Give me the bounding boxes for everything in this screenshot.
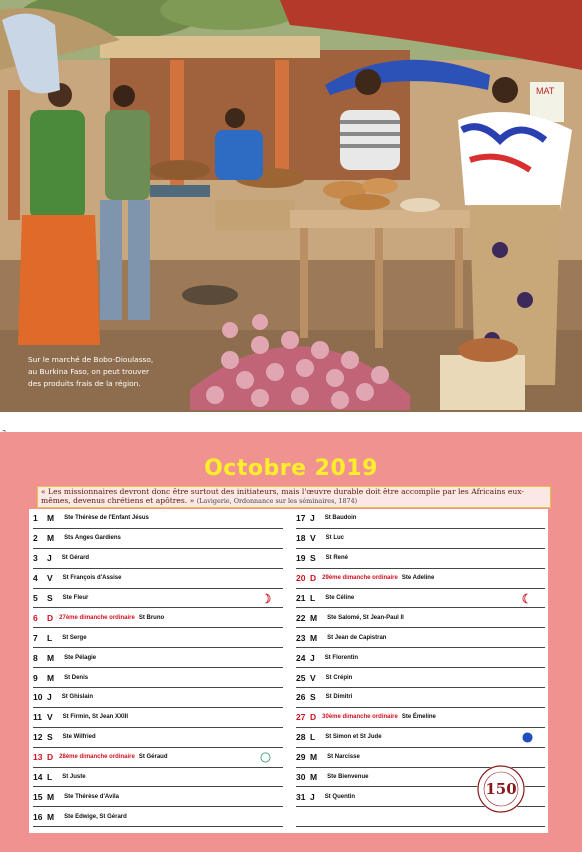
weekday-letter: M (47, 533, 55, 544)
sunday-label: 28ème dimanche ordinaire (59, 754, 135, 761)
weekday-letter: D (310, 573, 317, 584)
saint-name: Ste Bienvenue (327, 774, 369, 781)
calendar-day-row (296, 628, 545, 648)
calendar-day-row (296, 668, 545, 688)
saint-name: St Ghislain (61, 694, 94, 701)
saint-name: Ste Adeline (401, 575, 435, 582)
weekday-letter: L (47, 632, 53, 643)
calendar-column-left (33, 509, 283, 827)
calendar-day-row (296, 608, 545, 628)
day-number: 26 (296, 692, 306, 703)
calendar-day-row (33, 509, 283, 529)
saint-name: St Florentin (324, 654, 359, 661)
calendar-day-row (33, 688, 283, 708)
day-number: 18 (296, 533, 306, 544)
day-number: 28 (296, 732, 306, 743)
day-number: 27 (296, 712, 306, 723)
weekday-letter: S (47, 593, 53, 603)
day-number: 9 (33, 672, 38, 683)
saint-name: Sts Anges Gardiens (64, 535, 121, 542)
calendar-day-row (296, 569, 545, 589)
saint-name: Ste Thérèse d'Avila (64, 793, 119, 800)
calendar-day-row (33, 728, 283, 748)
calendar-grid (29, 509, 548, 833)
weekday-letter: M (310, 632, 318, 643)
market-photo (0, 0, 582, 412)
first-quarter-moon-icon (260, 593, 271, 604)
day-number: 15 (33, 791, 43, 802)
weekday-letter: S (310, 553, 316, 564)
calendar-day-row (33, 608, 283, 628)
day-number: 6 (33, 612, 38, 623)
day-number: 23 (296, 632, 306, 643)
quote-source: (Lavigerie, Ordonnance sur les séminaires, 1874) (196, 496, 358, 505)
sunday-label: 29ème dimanche ordinaire (322, 575, 398, 582)
page-gap (0, 412, 582, 432)
saint-name: St Gérard (61, 555, 90, 562)
quote-text: « Les missionnaires devront donc être surtout des initiateurs, mais l'œuvre durable doit être accomplie par les Africains eux-mêmes, devenus chrétiens et apôtres. » (41, 487, 524, 505)
calendar-day-row (33, 648, 283, 668)
day-number: 21 (296, 593, 306, 603)
calendar-day-row (33, 628, 283, 648)
day-number: 12 (33, 732, 43, 743)
last-quarter-moon-icon (522, 593, 533, 604)
saint-name: Ste Émeline (401, 714, 436, 721)
photo-caption-line-1: Sur le marché de Bobo-Dioulasso, (28, 355, 154, 364)
day-number: 2 (33, 533, 38, 544)
saint-name: St François d'Assise (62, 575, 122, 582)
day-number: 24 (296, 652, 306, 663)
calendar-day-row (296, 509, 545, 529)
day-number: 17 (296, 513, 306, 524)
saint-name: St Quentin (324, 793, 356, 800)
anniversary-seal-icon (475, 763, 527, 815)
day-number: 5 (33, 593, 38, 603)
day-number: 8 (33, 652, 38, 663)
calendar-day-row (296, 728, 545, 748)
saint-name: St René (325, 555, 349, 562)
calendar-day-row (33, 748, 283, 768)
saint-name: St Crépin (325, 674, 353, 681)
saint-name: Ste Pélagie (64, 654, 97, 661)
photo-caption-line-3: des produits frais de la région. (28, 379, 141, 388)
calendar-day-row (296, 648, 545, 668)
weekday-letter: M (47, 811, 55, 822)
saint-name: St Simon et St Jude (325, 734, 382, 741)
day-number: 25 (296, 672, 306, 683)
saint-name: St Jean de Capistran (327, 634, 387, 641)
weekday-letter: V (310, 533, 316, 544)
weekday-letter: J (47, 553, 52, 564)
weekday-letter: J (310, 791, 315, 802)
sunday-label: 30ème dimanche ordinaire (322, 714, 398, 721)
saint-name: Ste Thérèse de l'Enfant Jésus (64, 515, 149, 522)
calendar-day-row (33, 708, 283, 728)
calendar-day-row (33, 668, 283, 688)
day-number: 14 (33, 772, 43, 783)
weekday-letter: D (310, 712, 317, 723)
new-moon-icon (522, 732, 533, 743)
saint-name: Ste Salomé, St Jean-Paul II (327, 614, 404, 621)
calendar-day-row (33, 807, 283, 827)
weekday-letter: S (310, 692, 316, 703)
saint-name: Ste Céline (325, 595, 355, 601)
saint-name: St Firmin, St Jean XXIII (62, 714, 129, 721)
saint-name: St Bruno (138, 614, 165, 621)
weekday-letter: M (310, 772, 318, 783)
day-number: 30 (296, 772, 306, 783)
saint-name: St Serge (62, 634, 87, 641)
quote-box (37, 486, 551, 508)
day-number: 7 (33, 632, 38, 643)
calendar-day-row (296, 708, 545, 728)
calendar-day-row (33, 589, 283, 609)
weekday-letter: L (310, 732, 316, 743)
day-number: 19 (296, 553, 306, 564)
saint-name: Ste Wilfried (62, 734, 96, 741)
day-number: 10 (33, 692, 43, 703)
calendar-day-row (33, 768, 283, 788)
sign-text: MAT (536, 86, 555, 96)
full-moon-icon (260, 752, 271, 763)
weekday-letter: M (310, 612, 318, 623)
saint-name: St Baudoin (324, 515, 357, 522)
calendar-day-row (296, 549, 545, 569)
day-number: 1 (33, 513, 38, 524)
seal-number: 150 (485, 780, 517, 798)
calendar-day-row (33, 549, 283, 569)
weekday-letter: J (310, 652, 315, 663)
weekday-letter: J (310, 513, 315, 524)
weekday-letter: S (47, 732, 53, 743)
calendar-day-row (33, 529, 283, 549)
calendar-day-row (296, 688, 545, 708)
calendar-day-row (296, 589, 545, 609)
saint-name: St Luc (325, 535, 345, 542)
calendar-day-row (296, 529, 545, 549)
saint-name: Ste Edwige, St Gérard (64, 813, 127, 820)
weekday-letter: M (47, 672, 55, 683)
day-number: 22 (296, 612, 306, 623)
day-number: 20 (296, 573, 306, 584)
weekday-letter: M (47, 652, 55, 663)
saint-name: St Dimitri (325, 694, 353, 701)
day-number: 3 (33, 553, 38, 564)
day-number: 31 (296, 791, 306, 802)
day-number: 29 (296, 752, 306, 763)
calendar-day-row (33, 569, 283, 589)
saint-name: St Narcisse (327, 754, 360, 761)
sunday-label: 27ème dimanche ordinaire (59, 614, 135, 621)
calendar-day-row (33, 787, 283, 807)
saint-name: St Denis (64, 674, 89, 681)
day-number: 16 (33, 811, 43, 822)
saint-name: St Géraud (138, 754, 168, 761)
weekday-letter: M (310, 752, 318, 763)
weekday-letter: M (47, 791, 55, 802)
weekday-letter: D (47, 752, 54, 763)
weekday-letter: L (310, 593, 316, 603)
weekday-letter: J (47, 692, 52, 703)
weekday-letter: M (47, 513, 55, 524)
saint-name: St Juste (62, 774, 86, 781)
day-number: 4 (33, 573, 38, 584)
weekday-letter: L (47, 772, 53, 783)
day-number: 13 (33, 752, 43, 763)
photo-caption-line-2: au Burkina Faso, on peut trouver (28, 367, 150, 376)
weekday-letter: V (47, 712, 53, 723)
weekday-letter: V (310, 672, 316, 683)
month-title: Octobre 2019 (204, 456, 378, 481)
day-number: 11 (33, 712, 42, 723)
weekday-letter: D (47, 612, 54, 623)
weekday-letter: V (47, 573, 53, 584)
saint-name: Ste Fleur (62, 595, 89, 601)
